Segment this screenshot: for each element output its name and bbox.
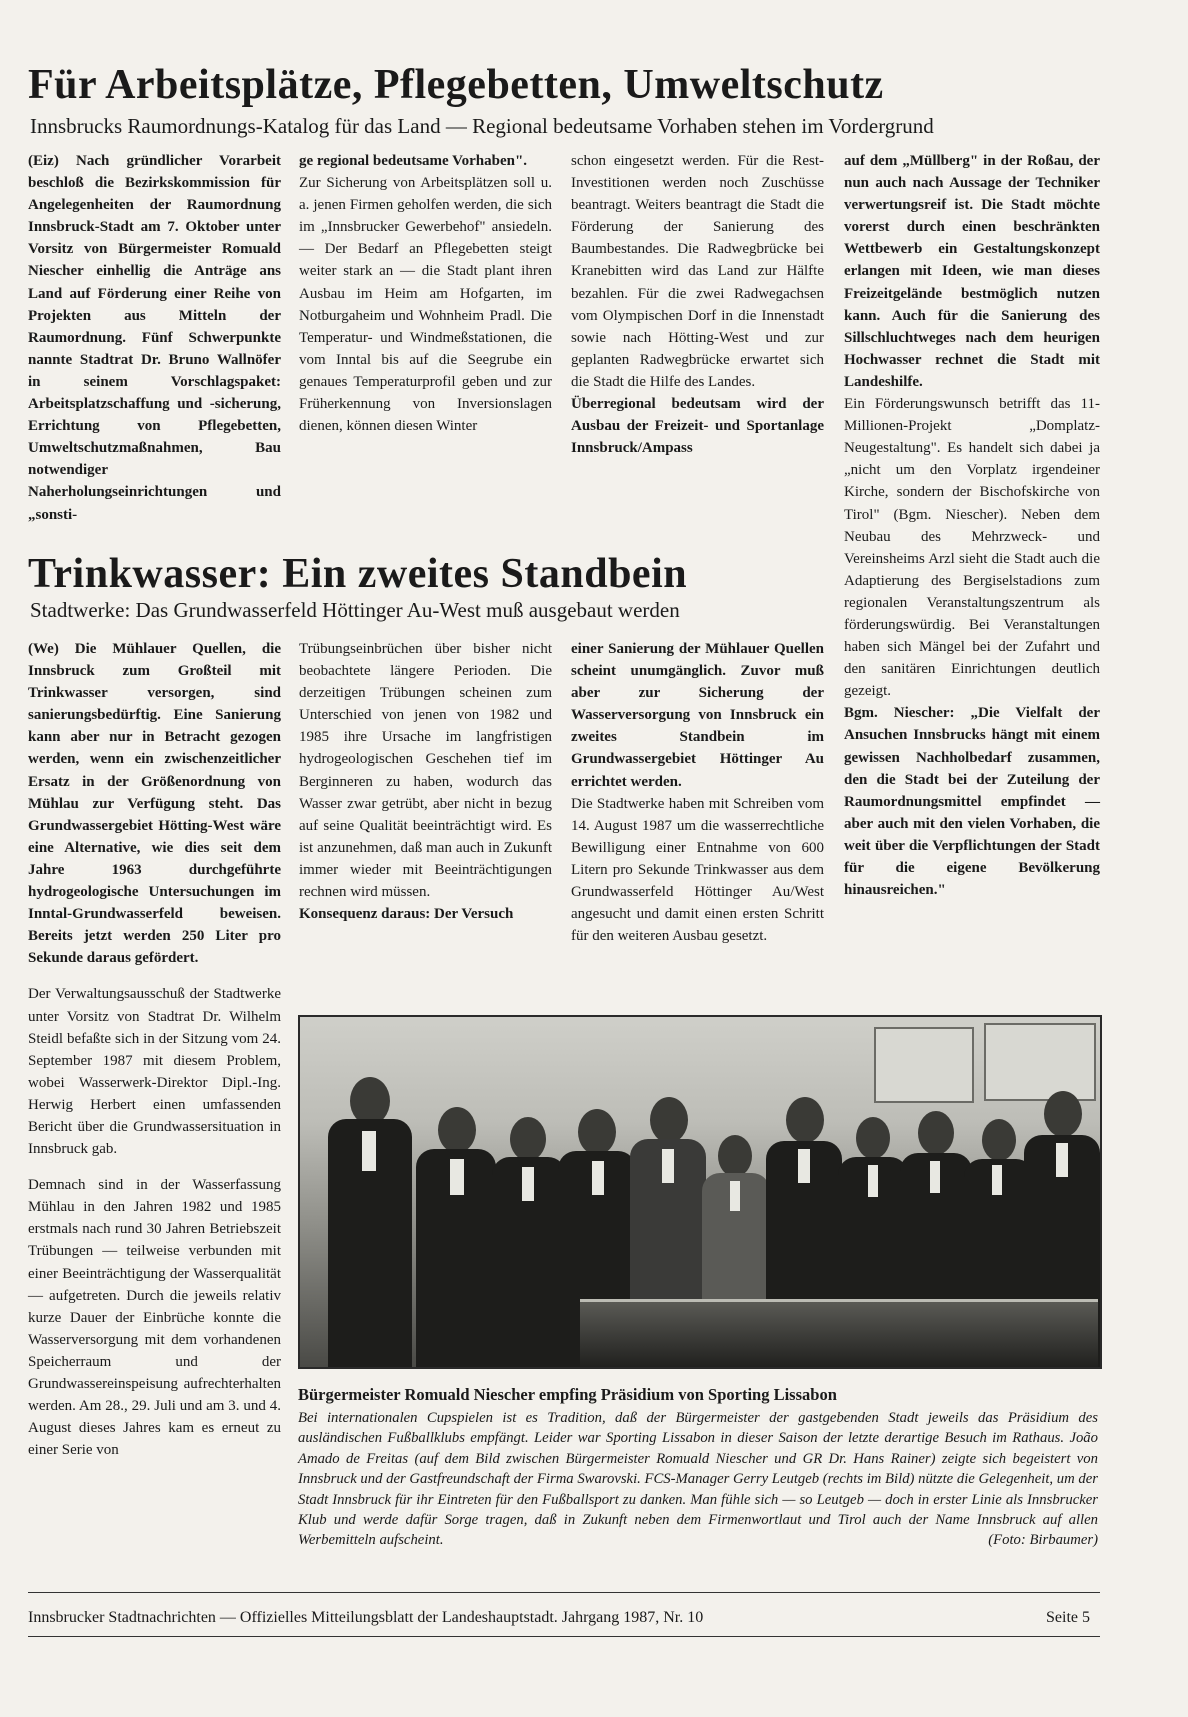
article2-col3-bold: einer Sanierung der Mühlauer Quellen scheint unumgänglich. Zuvor muß aber zur Sicherung der Wasserversorgung von Innsbruck ein zweites Standbein im Grundwassergebiet Höttinger Au errichtet werden. xyxy=(571,641,824,790)
article1-col2-bold: ge regional bedeutsame Vorhaben". xyxy=(299,153,528,169)
article1-col1-text: (Eiz) Nach gründlicher Vorarbeit beschloß die Bezirkskommission für Angelegenheiten der Raumordnung Innsbruck-Stadt am 7. Oktober unter Vorsitz von Bürgermeister Romuald Niescher einhellig die Anträge ans Land auf Förderung einer Reihe von Projekten aus Mitteln der Raumordnung. Fünf Schwerpunkte nannte Stadtrat Dr. Bruno Wallnöfer in seinem Vorschlagspaket: Arbeitsplatzschaffung und -sicherung, Errichtung von Pflegebetten, Umweltschutzmaßnahmen, Bau notwendiger Naherholungseinrichtungen und „sonsti- xyxy=(28,153,281,523)
footer-rule-bottom xyxy=(28,1636,1100,1637)
article1-headline: Für Arbeitsplätze, Pflegebetten, Umweltschutz xyxy=(28,62,884,108)
article2-column-1 xyxy=(28,638,281,1461)
article1-col3-text: schon eingesetzt werden. Für die Rest-Investitionen werden noch Zuschüsse beantragt. Weiters beantragt die Stadt die Förderung der Sanierung des Baumbestandes. Die Radwegbrücke bei Kranebitten wird das Land zur Hälfte bezahlen. Für die zwei Radwegachsen vom Olympischen Dorf in die Innenstadt sowie nach Hötting-West und zur geplanten Radwegbrücke erwartet sich die Stadt die Hilfe des Landes. xyxy=(571,153,824,390)
article1-col4-bold: auf dem „Müllberg" in der Roßau, der nun auch nach Aussage der Techniker verwertungsreif ist. Die Stadt möchte vorerst durch einen beschränkten Wettbewerb ein Gestaltungskonzept erlangen mit Ideen, wie man dieses Freizeitgelände bestmöglich nutzen kann. Auch für die Sanierung des Sillschluchtweges nach dem heurigen Hochwasser rechnet die Stadt mit Landeshilfe. xyxy=(844,153,1100,390)
article2-column-2 xyxy=(299,638,552,925)
article1-col4-text: Ein Förderungswunsch betrifft das 11-Millionen-Projekt „Domplatz-Neugestaltung". Es handelt sich dabei ja „nicht um den Vorplatz irgendeiner Kirche, sondern der Bischofskirche von Tirol" (Bgm. Niescher). Neben dem Neubau des Mehrzweck- und Vereinsheims Arzl sieht die Stadt auch die Adaptierung des Bergiselstadions zum regionalen Veranstaltungszentrum als förderungswürdig. Bei Veranstaltungen haben sich Mängel bei der Zufahrt und den sanitären Einrichtungen deutlich gezeigt. xyxy=(844,396,1100,700)
article2-subhead: Stadtwerke: Das Grundwasserfeld Höttinger Au-West muß ausgebaut werden xyxy=(30,598,680,622)
person-1 xyxy=(320,1047,412,1367)
footer-page-number: Seite 5 xyxy=(1046,1609,1090,1626)
group-photo xyxy=(298,1015,1102,1369)
article1-col2-text: Zur Sicherung von Arbeitsplätzen soll u. a. jenen Firmen geholfen werden, die sich im „Innsbrucker Gewerbehof" ansiedeln. — Der Bedarf an Pflegebetten steigt weiter stark an — die Stadt plant ihren Ausbau im Heim am Hofgarten, im Notburgaheim und Wohnheim Pradl. Die Temperatur- und Windmeßstationen, die vom Inntal bis auf die Seegrube ein genaues Temperaturprofil geben und zur Früherkennung von Inversionslagen dienen, können diesen Winter xyxy=(299,175,552,435)
article1-column-1 xyxy=(28,150,281,526)
article2-col1-para1: Der Verwaltungsausschuß der Stadtwerke unter Vorsitz von Stadtrat Dr. Wilhelm Steidl befaßte sich in der Sitzung vom 24. September 1987 mit diesem Problem, wobei Wasserwerk-Direktor Dipl.-Ing. Herwig Herbert einen umfassenden Bericht über die Grundwassersituation in Innsbruck gab. xyxy=(28,986,281,1158)
article2-column-3 xyxy=(571,638,824,947)
photo-credit: (Foto: Birbaumer) xyxy=(988,1532,1098,1549)
photo-caption-block xyxy=(298,1408,1098,1551)
article2-col3-text: Die Stadtwerke haben mit Schreiben vom 14. August 1987 um die wasserrechtliche Bewilligung einer Entnahme von 600 Litern pro Sekunde Trinkwasser aus dem Grundwasserfeld Höttinger Au/West angesucht und damit einen ersten Schritt für den weiteren Ausbau gesetzt. xyxy=(571,795,824,945)
photo-title: Bürgermeister Romuald Niescher empfing Präsidium von Sporting Lissabon xyxy=(298,1385,837,1404)
footer-publication: Innsbrucker Stadtnachrichten — Offizielles Mitteilungsblatt der Landeshauptstadt. Jahrgang 1987, Nr. 10 xyxy=(28,1609,704,1626)
photo-caption: Bei internationalen Cupspielen ist es Tradition, daß der Bürgermeister der gastgebenden Stadt jeweils das Präsidium des ausländischen Fußballklubs empfängt. Leider war Sporting Lissabon in dieser Saison der letzte derartige Besuch im Rathaus. João Amado de Freitas (auf dem Bild zwischen Bürgermeister Romuald Niescher und GR Dr. Hans Rainer) zeigte sich begeistert von Innsbruck und der Gastfreundschaft der Firma Swarovski. FCS-Manager Gerry Leutgeb (rechts im Bild) nützte die Gelegenheit, um der Stadt Innsbruck für ihr Eintreten für den Fußballsport zu danken. Man fühle sich — so Leutgeb — doch in erster Linie als Innsbrucker Klub und werde dafür Sorge tragen, daß in Zukunft neben dem Firmenwortlaut und Tirol auch der Name Innsbruck auf allen Werbemitteln aufscheint. xyxy=(298,1410,1098,1549)
article1-column-4 xyxy=(844,150,1100,901)
article2-col2-text: Trübungseinbrüchen über bisher nicht beobachtete längere Perioden. Die derzeitigen Trübungen scheinen zum Unterschied von jenen von 1982 und 1985 ihre Ursache im langfristigen hydrogeologischen Geschehen tief im Berginneren zu haben, wodurch das Wasser zwar getrübt, aber nicht in bezug auf seine Qualität beeinträchtigt wird. Es ist anzunehmen, daß man auch in Zukunft immer wieder mit Beeinträchtigungen rechnen wird müssen. xyxy=(299,641,552,901)
person-2 xyxy=(410,1077,496,1367)
article1-column-3 xyxy=(571,150,824,459)
article1-column-2 xyxy=(299,150,552,437)
article2-headline: Trinkwasser: Ein zweites Standbein xyxy=(28,551,688,597)
article2-col1-bold: (We) Die Mühlauer Quellen, die Innsbruck zum Großteil mit Trinkwasser versorgen, sind sanierungsbedürftig. Eine Sanierung kann aber nur in Betracht gezogen werden, wenn ein zwischenzeitlicher Ersatz in der Größenordnung von Mühlau zur Verfügung steht. Das Grundwassergebiet Hötting-West wäre eine Alternative, wie dies seit dem Jahre 1963 durchgeführte hydrogeologische Untersuchungen im Inntal-Grundwasserfeld beweisen. Bereits jetzt werden 250 Liter pro Sekunde daraus gefördert. xyxy=(28,641,281,967)
article1-subhead: Innsbrucks Raumordnungs-Katalog für das Land — Regional bedeutsame Vorhaben stehen im Vordergrund xyxy=(30,114,934,138)
conference-table xyxy=(580,1299,1098,1369)
footer-rule-top xyxy=(28,1592,1100,1593)
article2-col1-para2: Demnach sind in der Wasserfassung Mühlau in den Jahren 1982 und 1985 erstmals nach rund 30 Jahren Betriebszeit Trübungen — teilweise verbunden mit einer Beeinträchtigung der Wasserqualität — aufgetreten. Durch die jeweils relativ kurze Dauer der Einbrüche konnte die Wasserversorgung mit dem vorhandenen Speicherraum und der Grundwassereinspeisung aufrechterhalten werden. Am 28., 29. Juli und am 3. und 4. August dieses Jahres kam es erneut zu einer Serie von xyxy=(28,1177,281,1459)
article1-col3-bold: Überregional bedeutsam wird der Ausbau der Freizeit- und Sportanlage Innsbruck/Ampass xyxy=(571,396,824,457)
article1-col4-quote: Bgm. Niescher: „Die Vielfalt der Ansuchen Innsbrucks hängt mit einem gewissen Nachholbedarf zusammen, den die Stadt bei der Zuteilung der Raumordnungsmittel empfindet — aber auch mit den vielen Vorhaben, die weit über die Verpflichtungen der Stadt für die eigene Bevölkerung hinausreichen." xyxy=(844,705,1100,899)
article2-col2-bold: Konsequenz daraus: Der Versuch xyxy=(299,906,514,923)
